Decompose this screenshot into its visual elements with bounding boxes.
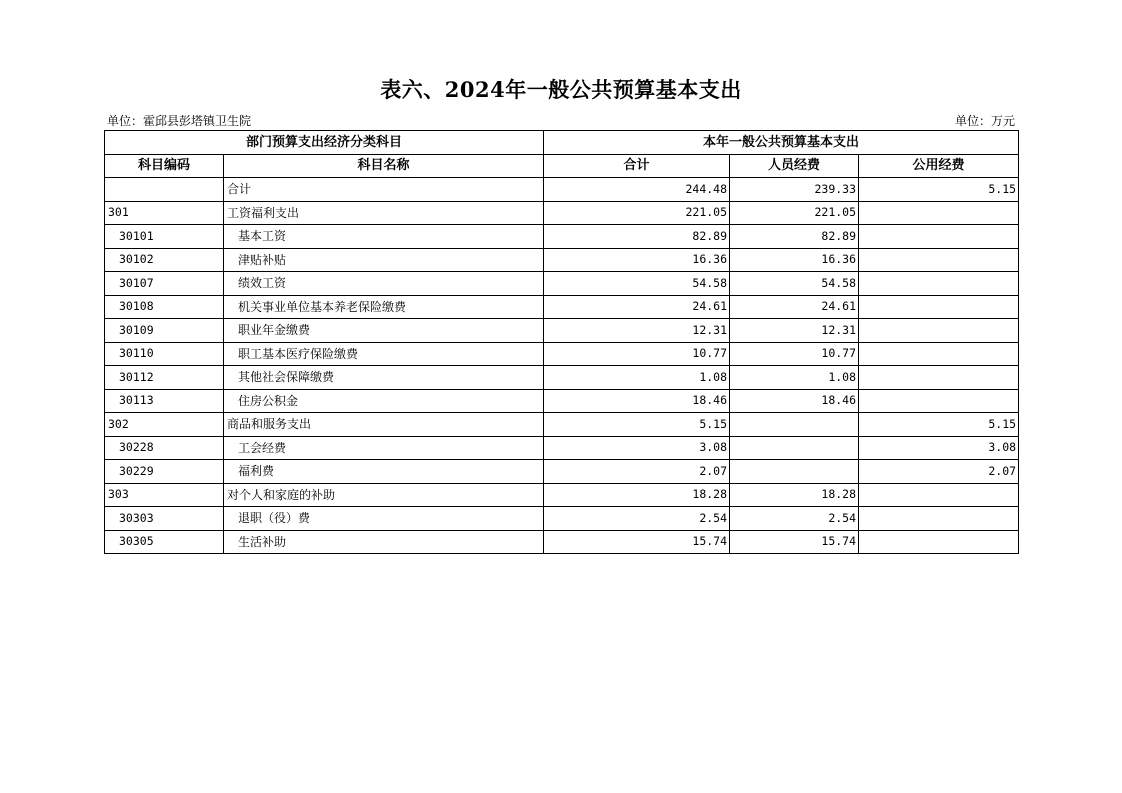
personnel-funds-cell — [730, 413, 859, 437]
total-cell: 12.31 — [544, 319, 730, 343]
table-row — [105, 389, 1019, 413]
total-cell: 82.89 — [544, 225, 730, 249]
public-funds-cell: 3.08 — [859, 436, 1019, 460]
subject-code-cell: 30108 — [105, 295, 224, 319]
personnel-funds-cell: 24.61 — [730, 295, 859, 319]
table-row — [105, 319, 1019, 343]
page-title: 表六、2024年一般公共预算基本支出 — [380, 77, 742, 102]
header-basic-expenditure: 本年一般公共预算基本支出 — [544, 131, 1019, 155]
table-row — [105, 483, 1019, 507]
subject-name-cell: 职业年金缴费 — [224, 319, 544, 343]
subject-name-cell: 合计 — [224, 178, 544, 202]
subject-name-cell: 机关事业单位基本养老保险缴费 — [224, 295, 544, 319]
public-funds-cell — [859, 272, 1019, 296]
table-row — [105, 272, 1019, 296]
personnel-funds-cell: 15.74 — [730, 530, 859, 554]
unit-label: 单位：霍邱县彭塔镇卫生院 — [107, 114, 252, 128]
total-cell: 1.08 — [544, 366, 730, 390]
subject-code-cell: 301 — [105, 201, 224, 225]
subject-name-cell: 对个人和家庭的补助 — [224, 483, 544, 507]
total-cell: 15.74 — [544, 530, 730, 554]
subject-code-cell: 30109 — [105, 319, 224, 343]
subject-name-cell: 商品和服务支出 — [224, 413, 544, 437]
table-row — [105, 460, 1019, 484]
total-cell: 5.15 — [544, 413, 730, 437]
public-funds-cell — [859, 389, 1019, 413]
subject-name-cell: 工会经费 — [224, 436, 544, 460]
header-personnel-funds: 人员经费 — [730, 154, 859, 178]
subject-code-cell: 30228 — [105, 436, 224, 460]
personnel-funds-cell: 18.28 — [730, 483, 859, 507]
total-cell: 16.36 — [544, 248, 730, 272]
public-funds-cell: 5.15 — [859, 413, 1019, 437]
subject-name-cell: 其他社会保障缴费 — [224, 366, 544, 390]
table-row — [105, 225, 1019, 249]
header-public-funds: 公用经费 — [859, 154, 1019, 178]
total-cell: 18.28 — [544, 483, 730, 507]
table-row — [105, 530, 1019, 554]
subject-code-cell: 303 — [105, 483, 224, 507]
subject-code-cell: 30112 — [105, 366, 224, 390]
personnel-funds-cell: 10.77 — [730, 342, 859, 366]
public-funds-cell — [859, 248, 1019, 272]
table-row — [105, 201, 1019, 225]
subject-name-cell: 住房公积金 — [224, 389, 544, 413]
currency-unit-label: 单位：万元 — [954, 114, 1015, 128]
subject-code-cell: 30107 — [105, 272, 224, 296]
total-cell: 3.08 — [544, 436, 730, 460]
header-total: 合计 — [544, 154, 730, 178]
total-cell: 2.54 — [544, 507, 730, 531]
personnel-funds-cell: 2.54 — [730, 507, 859, 531]
total-cell: 244.48 — [544, 178, 730, 202]
table-row — [105, 413, 1019, 437]
public-funds-cell: 5.15 — [859, 178, 1019, 202]
budget-table-body — [105, 131, 1019, 554]
public-funds-cell: 2.07 — [859, 460, 1019, 484]
public-funds-cell — [859, 295, 1019, 319]
subject-name-cell: 生活补助 — [224, 530, 544, 554]
personnel-funds-cell: 1.08 — [730, 366, 859, 390]
subject-name-cell: 津贴补贴 — [224, 248, 544, 272]
header-column-row — [105, 154, 1019, 178]
public-funds-cell — [859, 483, 1019, 507]
personnel-funds-cell: 16.36 — [730, 248, 859, 272]
total-cell: 2.07 — [544, 460, 730, 484]
personnel-funds-cell: 12.31 — [730, 319, 859, 343]
subject-name-cell: 福利费 — [224, 460, 544, 484]
subject-code-cell: 30229 — [105, 460, 224, 484]
personnel-funds-cell: 239.33 — [730, 178, 859, 202]
subject-name-cell: 工资福利支出 — [224, 201, 544, 225]
subject-code-cell: 30101 — [105, 225, 224, 249]
public-funds-cell — [859, 342, 1019, 366]
subject-code-cell: 30305 — [105, 530, 224, 554]
header-subject-code: 科目编码 — [105, 154, 224, 178]
table-row — [105, 366, 1019, 390]
subject-name-cell: 职工基本医疗保险缴费 — [224, 342, 544, 366]
table-row — [105, 295, 1019, 319]
personnel-funds-cell: 221.05 — [730, 201, 859, 225]
header-subject-name: 科目名称 — [224, 154, 544, 178]
total-cell: 221.05 — [544, 201, 730, 225]
total-cell: 54.58 — [544, 272, 730, 296]
table-row — [105, 507, 1019, 531]
subject-name-cell: 绩效工资 — [224, 272, 544, 296]
subject-name-cell: 基本工资 — [224, 225, 544, 249]
subject-code-cell: 30110 — [105, 342, 224, 366]
public-funds-cell — [859, 225, 1019, 249]
personnel-funds-cell: 18.46 — [730, 389, 859, 413]
total-cell: 18.46 — [544, 389, 730, 413]
table-row — [105, 178, 1019, 202]
subject-code-cell: 30113 — [105, 389, 224, 413]
total-cell: 10.77 — [544, 342, 730, 366]
total-cell: 24.61 — [544, 295, 730, 319]
subject-code-cell: 30303 — [105, 507, 224, 531]
public-funds-cell — [859, 319, 1019, 343]
public-funds-cell — [859, 201, 1019, 225]
table-row — [105, 342, 1019, 366]
header-group-row — [105, 131, 1019, 155]
public-funds-cell — [859, 530, 1019, 554]
subject-name-cell: 退职（役）费 — [224, 507, 544, 531]
public-funds-cell — [859, 366, 1019, 390]
header-economic-classification: 部门预算支出经济分类科目 — [105, 131, 544, 155]
table-row — [105, 436, 1019, 460]
subject-code-cell: 302 — [105, 413, 224, 437]
personnel-funds-cell: 82.89 — [730, 225, 859, 249]
public-funds-cell — [859, 507, 1019, 531]
personnel-funds-cell: 54.58 — [730, 272, 859, 296]
subject-code-cell — [105, 178, 224, 202]
subject-code-cell: 30102 — [105, 248, 224, 272]
personnel-funds-cell — [730, 436, 859, 460]
table-row — [105, 248, 1019, 272]
budget-table — [104, 130, 1019, 554]
personnel-funds-cell — [730, 460, 859, 484]
